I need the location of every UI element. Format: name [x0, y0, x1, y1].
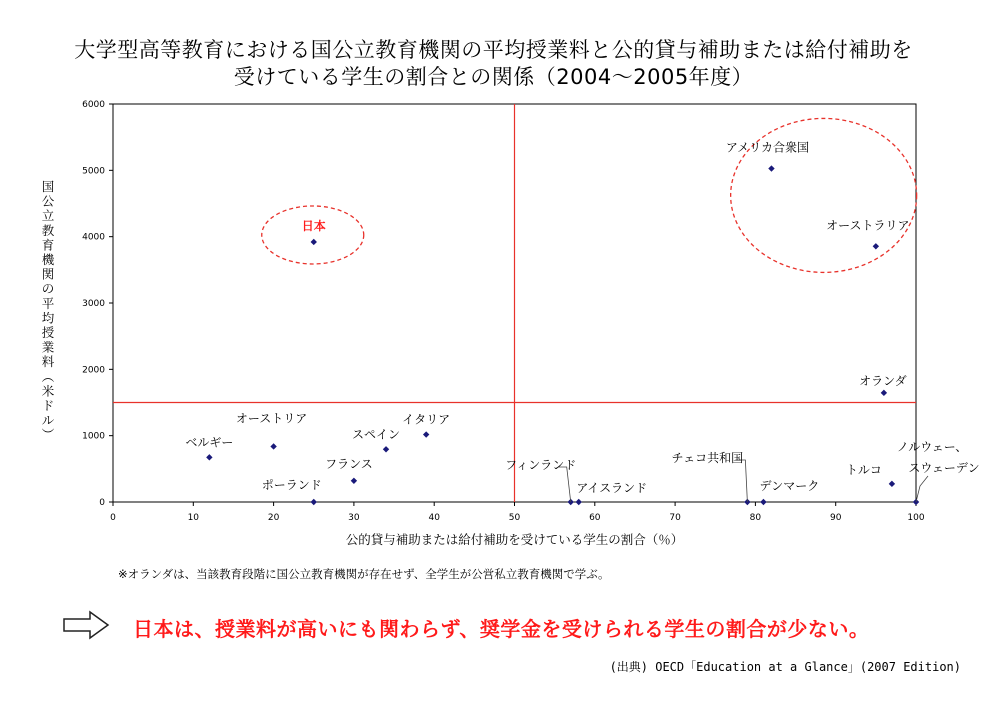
- y-tick-label: 3000: [82, 299, 105, 309]
- footnote: ※オランダは、当該教育段階に国公立教育機関が存在せず、全学生が公営私立教育機関で学ぶ。: [118, 567, 610, 581]
- x-tick-label: 60: [589, 513, 601, 523]
- x-tick-label: 10: [187, 513, 200, 523]
- x-tick-label: 20: [267, 513, 280, 523]
- point-label: スペイン: [352, 427, 401, 442]
- data-point: [383, 446, 389, 452]
- highlight-circle-japan: [262, 206, 364, 264]
- highlight-circles: [262, 118, 917, 272]
- x-tick-label: 100: [907, 513, 925, 523]
- data-point: [881, 390, 887, 396]
- reference-lines: [113, 104, 916, 502]
- point-label: 日本: [301, 218, 326, 233]
- data-point: [576, 499, 582, 505]
- chart-title-line2: 受けている学生の割合との関係（2004～2005年度）: [233, 65, 754, 89]
- y-tick-label: 5000: [82, 166, 105, 177]
- x-tick-label: 70: [669, 513, 681, 523]
- x-tick-label: 30: [348, 513, 360, 523]
- y-tick-label: 6000: [82, 100, 105, 110]
- data-point: [270, 443, 276, 449]
- leader-line: [559, 467, 571, 502]
- conclusion-text: 日本は、授業料が高いにも関わらず、奨学金を受けられる学生の割合が少ない。: [133, 617, 870, 641]
- data-points: [206, 165, 919, 505]
- point-label: オランダ: [859, 373, 907, 388]
- x-tick-label: 50: [508, 513, 521, 523]
- point-label: フィンランド: [505, 458, 577, 472]
- y-tick-label: 4000: [82, 232, 105, 243]
- leader-line: [916, 476, 928, 502]
- point-label: アイスランド: [576, 481, 648, 495]
- y-tick-label: 1000: [82, 431, 105, 442]
- point-label: アメリカ合衆国: [725, 140, 810, 155]
- arrow-right-icon: [62, 610, 110, 640]
- y-tick-label: 0: [99, 498, 105, 508]
- point-label: デンマーク: [759, 479, 820, 493]
- data-point: [889, 481, 895, 487]
- chart-title-line1: 大学型高等教育における国公立教育機関の平均授業料と公的貸与補助または給付補助を: [74, 38, 913, 62]
- x-tick-label: 90: [829, 513, 842, 523]
- x-axis-label: 公的貸与補助または給付補助を受けている学生の割合（％）: [345, 532, 684, 547]
- data-point: [351, 478, 357, 484]
- y-axis-label: 国公立教育機関の平均授業料︵米ドル︶: [41, 179, 55, 443]
- data-point: [206, 454, 212, 460]
- data-point: [423, 431, 429, 437]
- data-point: [873, 243, 879, 249]
- y-tick-label: 2000: [82, 365, 105, 376]
- data-point: [311, 499, 317, 505]
- point-label: オーストラリア: [826, 218, 910, 233]
- point-label: フランス: [325, 456, 373, 471]
- point-label: オーストリア: [235, 411, 308, 426]
- point-label: チェコ共和国: [671, 451, 744, 465]
- data-point: [311, 239, 317, 245]
- leader-line: [735, 460, 747, 502]
- x-tick-label: 0: [110, 513, 116, 523]
- point-label: ポーランド: [261, 478, 322, 492]
- point-label: トルコ: [845, 462, 882, 477]
- data-point: [768, 165, 774, 171]
- x-tick-label: 80: [749, 513, 762, 523]
- point-label: イタリア: [402, 412, 451, 427]
- point-label: ノルウェー、スウェーデン: [896, 440, 980, 475]
- point-label: ベルギー: [185, 435, 234, 450]
- data-point: [760, 499, 766, 505]
- x-tick-label: 40: [428, 513, 440, 523]
- point-labels: [185, 140, 979, 502]
- source-citation: (出典) OECD「Education at a Glance」(2007 Edition): [609, 660, 961, 674]
